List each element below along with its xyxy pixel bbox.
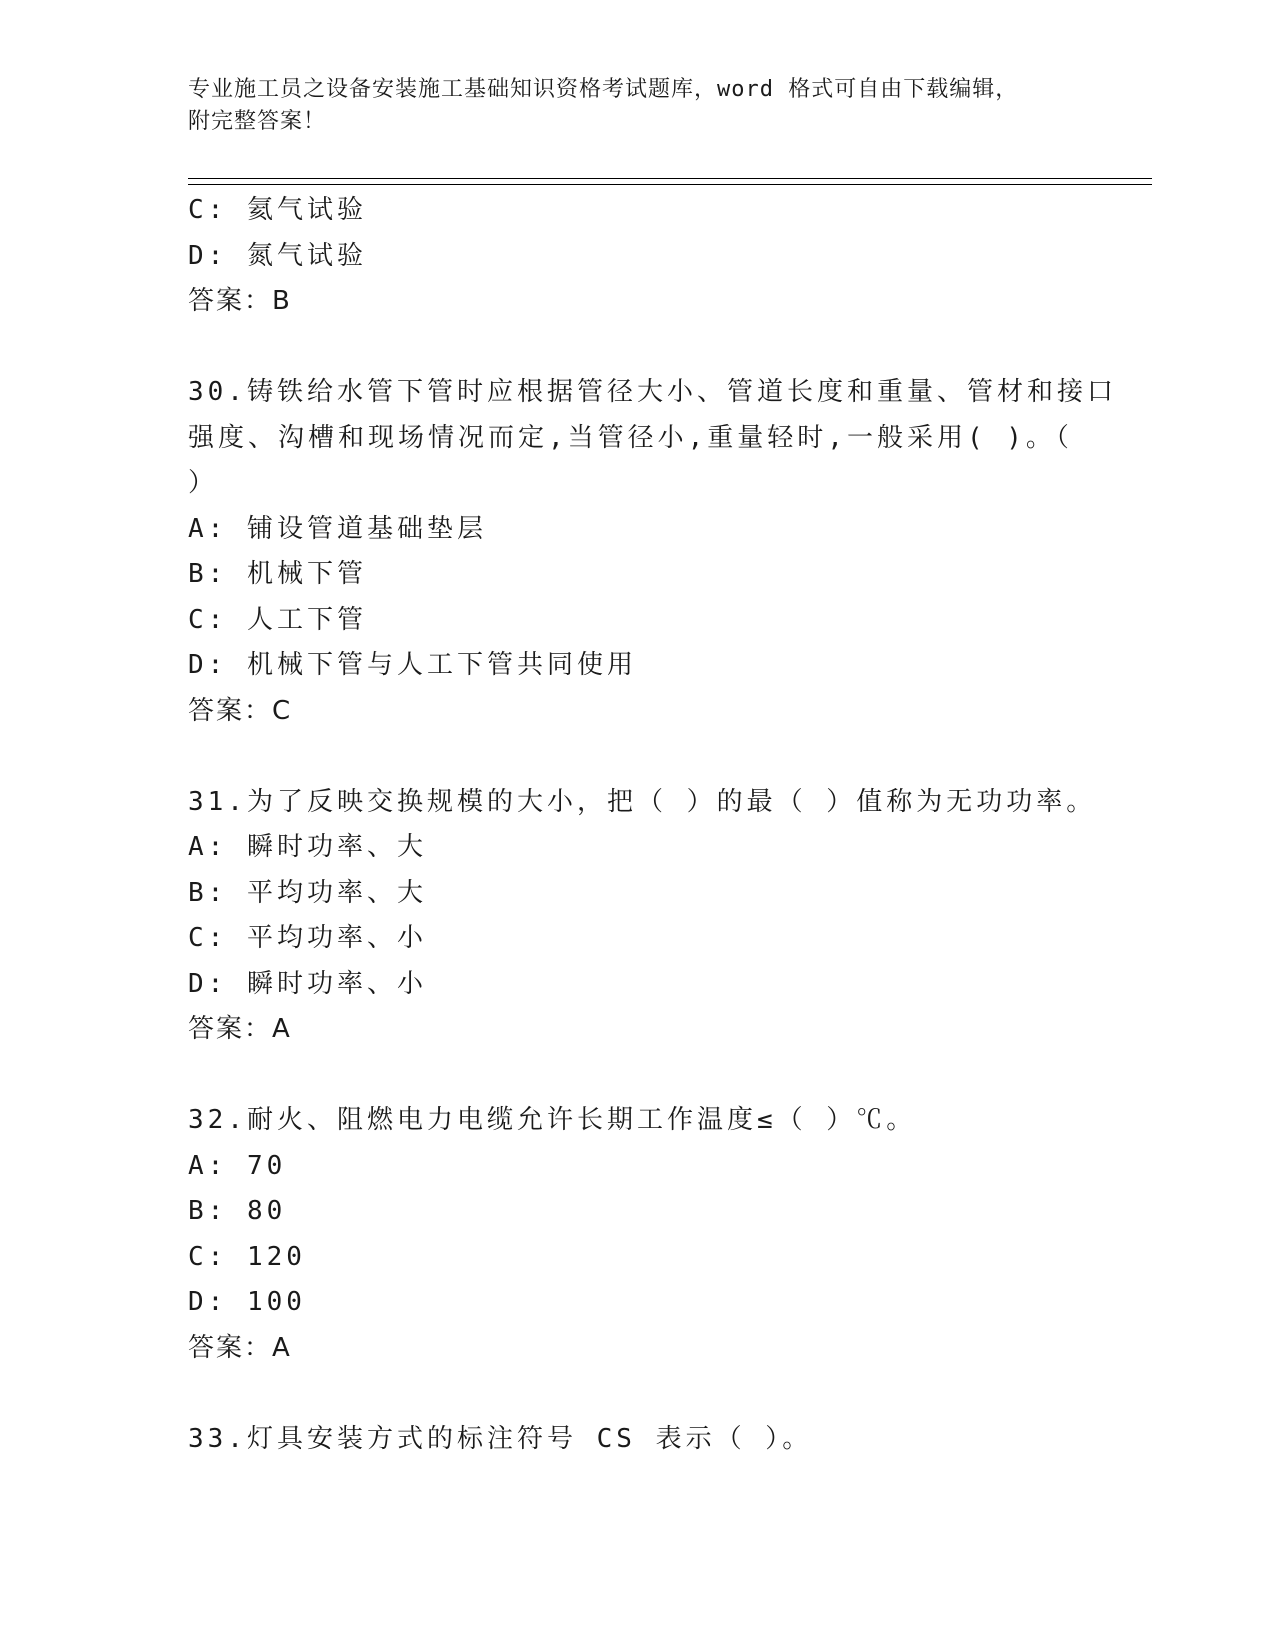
- header-line-2: 附完整答案！: [188, 109, 327, 134]
- previous-question-tail: [188, 188, 1088, 325]
- question-31: [188, 780, 1097, 1053]
- spacer: [188, 325, 1088, 371]
- question-stem: ）: [188, 468, 219, 498]
- option-c: C: 人工下管: [188, 604, 367, 635]
- answer: 答案：C: [188, 695, 293, 726]
- option-d: D: 100: [188, 1287, 306, 1317]
- option-b: B: 平均功率、大: [188, 877, 427, 908]
- question-stem: 强度、沟槽和现场情况而定,当管径小,重量轻时,一般采用( )。（: [188, 422, 1073, 453]
- option-c: C: 120: [188, 1241, 306, 1272]
- option-d: D: 氮气试验: [188, 240, 367, 271]
- question-33: [188, 1417, 1088, 1463]
- option-a: A: 铺设管道基础垫层: [188, 513, 487, 544]
- spacer: [188, 1371, 1088, 1417]
- question-content: [188, 188, 1117, 1462]
- page-header: [188, 74, 1068, 138]
- answer: 答案：A: [188, 1014, 292, 1044]
- option-a: A: 70: [188, 1150, 287, 1181]
- question-stem: 32.耐火、阻燃电力电缆允许长期工作温度≤（ ）℃。: [188, 1105, 917, 1135]
- question-stem: 30.铸铁给水管下管时应根据管径大小、管道长度和重量、管材和接口: [188, 377, 1117, 407]
- header-line-1: 专业施工员之设备安装施工基础知识资格考试题库，word 格式可自由下载编辑，: [188, 77, 1019, 102]
- option-a: A: 瞬时功率、大: [188, 832, 427, 862]
- spacer: [188, 734, 1088, 780]
- option-c: C: 氦气试验: [188, 195, 367, 225]
- option-c: C: 平均功率、小: [188, 923, 427, 953]
- option-b: B: 80: [188, 1196, 287, 1226]
- header-divider: [188, 178, 1152, 185]
- option-b: B: 机械下管: [188, 559, 367, 589]
- option-d: D: 瞬时功率、小: [188, 968, 427, 999]
- question-stem: 33.灯具安装方式的标注符号 CS 表示（ ）。: [188, 1423, 813, 1454]
- answer: 答案：B: [188, 286, 292, 316]
- option-d: D: 机械下管与人工下管共同使用: [188, 650, 637, 680]
- question-32: [188, 1098, 1088, 1371]
- spacer: [188, 1053, 1088, 1099]
- answer: 答案：A: [188, 1332, 292, 1363]
- question-stem: 31.为了反映交换规模的大小，把（ ）的最（ ）值称为无功功率。: [188, 786, 1097, 817]
- question-30: [188, 370, 1117, 734]
